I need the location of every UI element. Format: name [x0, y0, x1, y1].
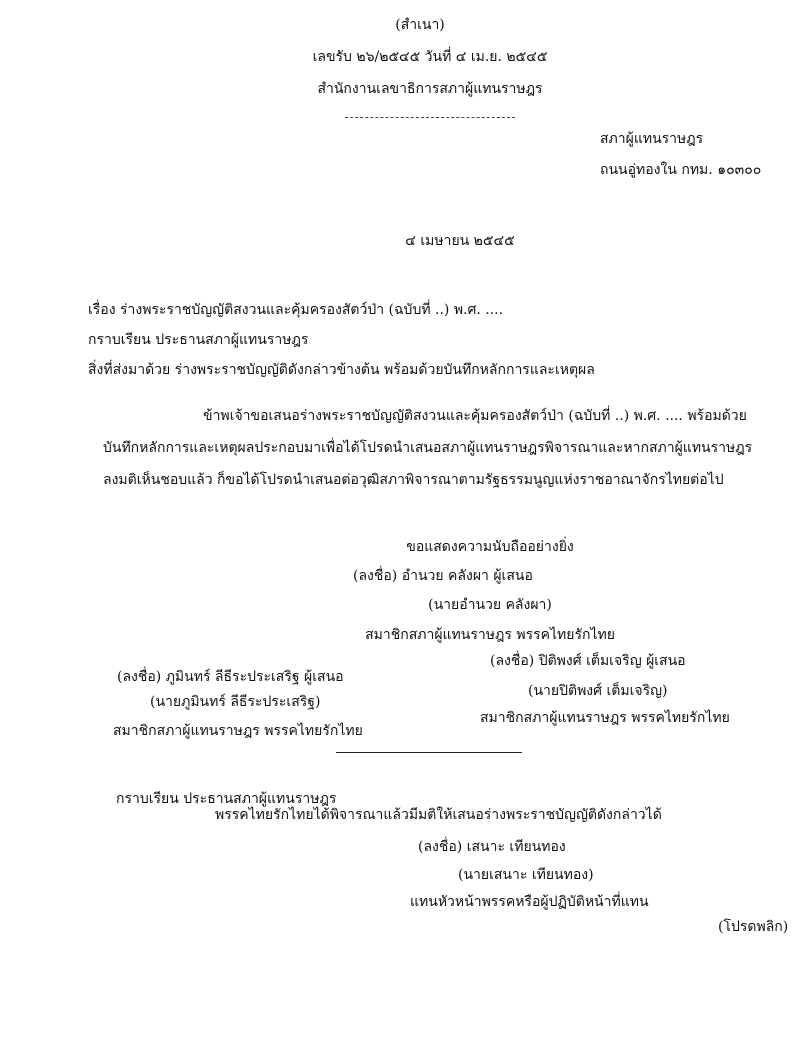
- receipt-line: เลขรับ ๒๖/๒๕๔๕ วันที่ ๔ เม.ย. ๒๕๔๕: [312, 49, 548, 65]
- body-line-3: ลงมติเห็นชอบแล้ว ก็ขอได้โปรดนำเสนอต่อวุฒิสภาพิจารณาตามรัฐธรรมนูญแห่งราชอาณาจักรไทยต่อไป: [103, 472, 724, 488]
- endorsement-text: พรรคไทยรักไทยได้พิจารณาแล้วมีมติให้เสนอร่างพระราชบัญญัติดังกล่าวได้: [215, 807, 662, 823]
- body-line-1: ข้าพเจ้าขอเสนอร่างพระราชบัญญัติสงวนและคุ้มครองสัตว์ป่า (ฉบับที่ ..) พ.ศ. .... พร้อมด้วย: [203, 408, 747, 424]
- left-signer-position: สมาชิกสภาผู้แทนราษฎร พรรคไทยรักไทย: [113, 723, 363, 739]
- endorsement-signature-line: (ลงชื่อ) เสนาะ เทียนทอง: [418, 839, 566, 855]
- copy-label: (สำเนา): [395, 17, 445, 33]
- endorsement-signer-position: แทนหัวหน้าพรรคหรือผู้ปฏิบัติหน้าที่แทน: [410, 894, 649, 910]
- please-turn-note: (โปรดพลิก): [718, 919, 789, 935]
- right-signature-line: (ลงชื่อ) ปิติพงศ์ เต็มเจริญ ผู้เสนอ: [490, 653, 686, 669]
- address-line-2: ถนนอู่ทองใน กทม. ๑๐๓๐๐: [600, 162, 762, 178]
- main-signer-position: สมาชิกสภาผู้แทนราษฎร พรรคไทยรักไทย: [365, 627, 615, 643]
- subject-line: เรื่อง ร่างพระราชบัญญัติสงวนและคุ้มครองสัตว์ป่า (ฉบับที่ ..) พ.ศ. ....: [88, 302, 504, 318]
- address-line-1: สภาผู้แทนราษฎร: [600, 131, 704, 147]
- closing-phrase: ขอแสดงความนับถืออย่างยิ่ง: [406, 539, 574, 555]
- letter-date: ๔ เมษายน ๒๕๔๕: [405, 233, 515, 249]
- main-signature-line: (ลงชื่อ) อำนวย คลังผา ผู้เสนอ: [353, 568, 533, 584]
- salutation-line: กราบเรียน ประธานสภาผู้แทนราษฎร: [88, 332, 309, 348]
- body-line-2: บันทึกหลักการและเหตุผลประกอบมาเพื่อได้โปรดนำเสนอสภาผู้แทนราษฎรพิจารณาและหากสภาผู้แทนราษฎร: [103, 440, 753, 456]
- header-divider: [345, 117, 515, 118]
- section-divider: [336, 752, 522, 753]
- endorsement-signer-name: (นายเสนาะ เทียนทอง): [458, 867, 594, 883]
- office-name: สำนักงานเลขาธิการสภาผู้แทนราษฎร: [317, 81, 543, 97]
- left-signature-line: (ลงชื่อ) ภูมินทร์ ลีธีระประเสริฐ ผู้เสนอ: [117, 669, 344, 685]
- enclosure-line: สิ่งที่ส่งมาด้วย ร่างพระราชบัญญัติดังกล่าวข้างต้น พร้อมด้วยบันทึกหลักการและเหตุผล: [88, 362, 595, 378]
- main-signer-name: (นายอำนวย คลังผา): [428, 597, 552, 613]
- left-signer-name: (นายภูมินทร์ ลีธีระประเสริฐ): [150, 694, 321, 710]
- right-signer-name: (นายปิติพงศ์ เต็มเจริญ): [528, 683, 668, 699]
- right-signer-position: สมาชิกสภาผู้แทนราษฎร พรรคไทยรักไทย: [480, 710, 730, 726]
- endorsement-salutation: กราบเรียน ประธานสภาผู้แทนราษฎร: [116, 791, 337, 807]
